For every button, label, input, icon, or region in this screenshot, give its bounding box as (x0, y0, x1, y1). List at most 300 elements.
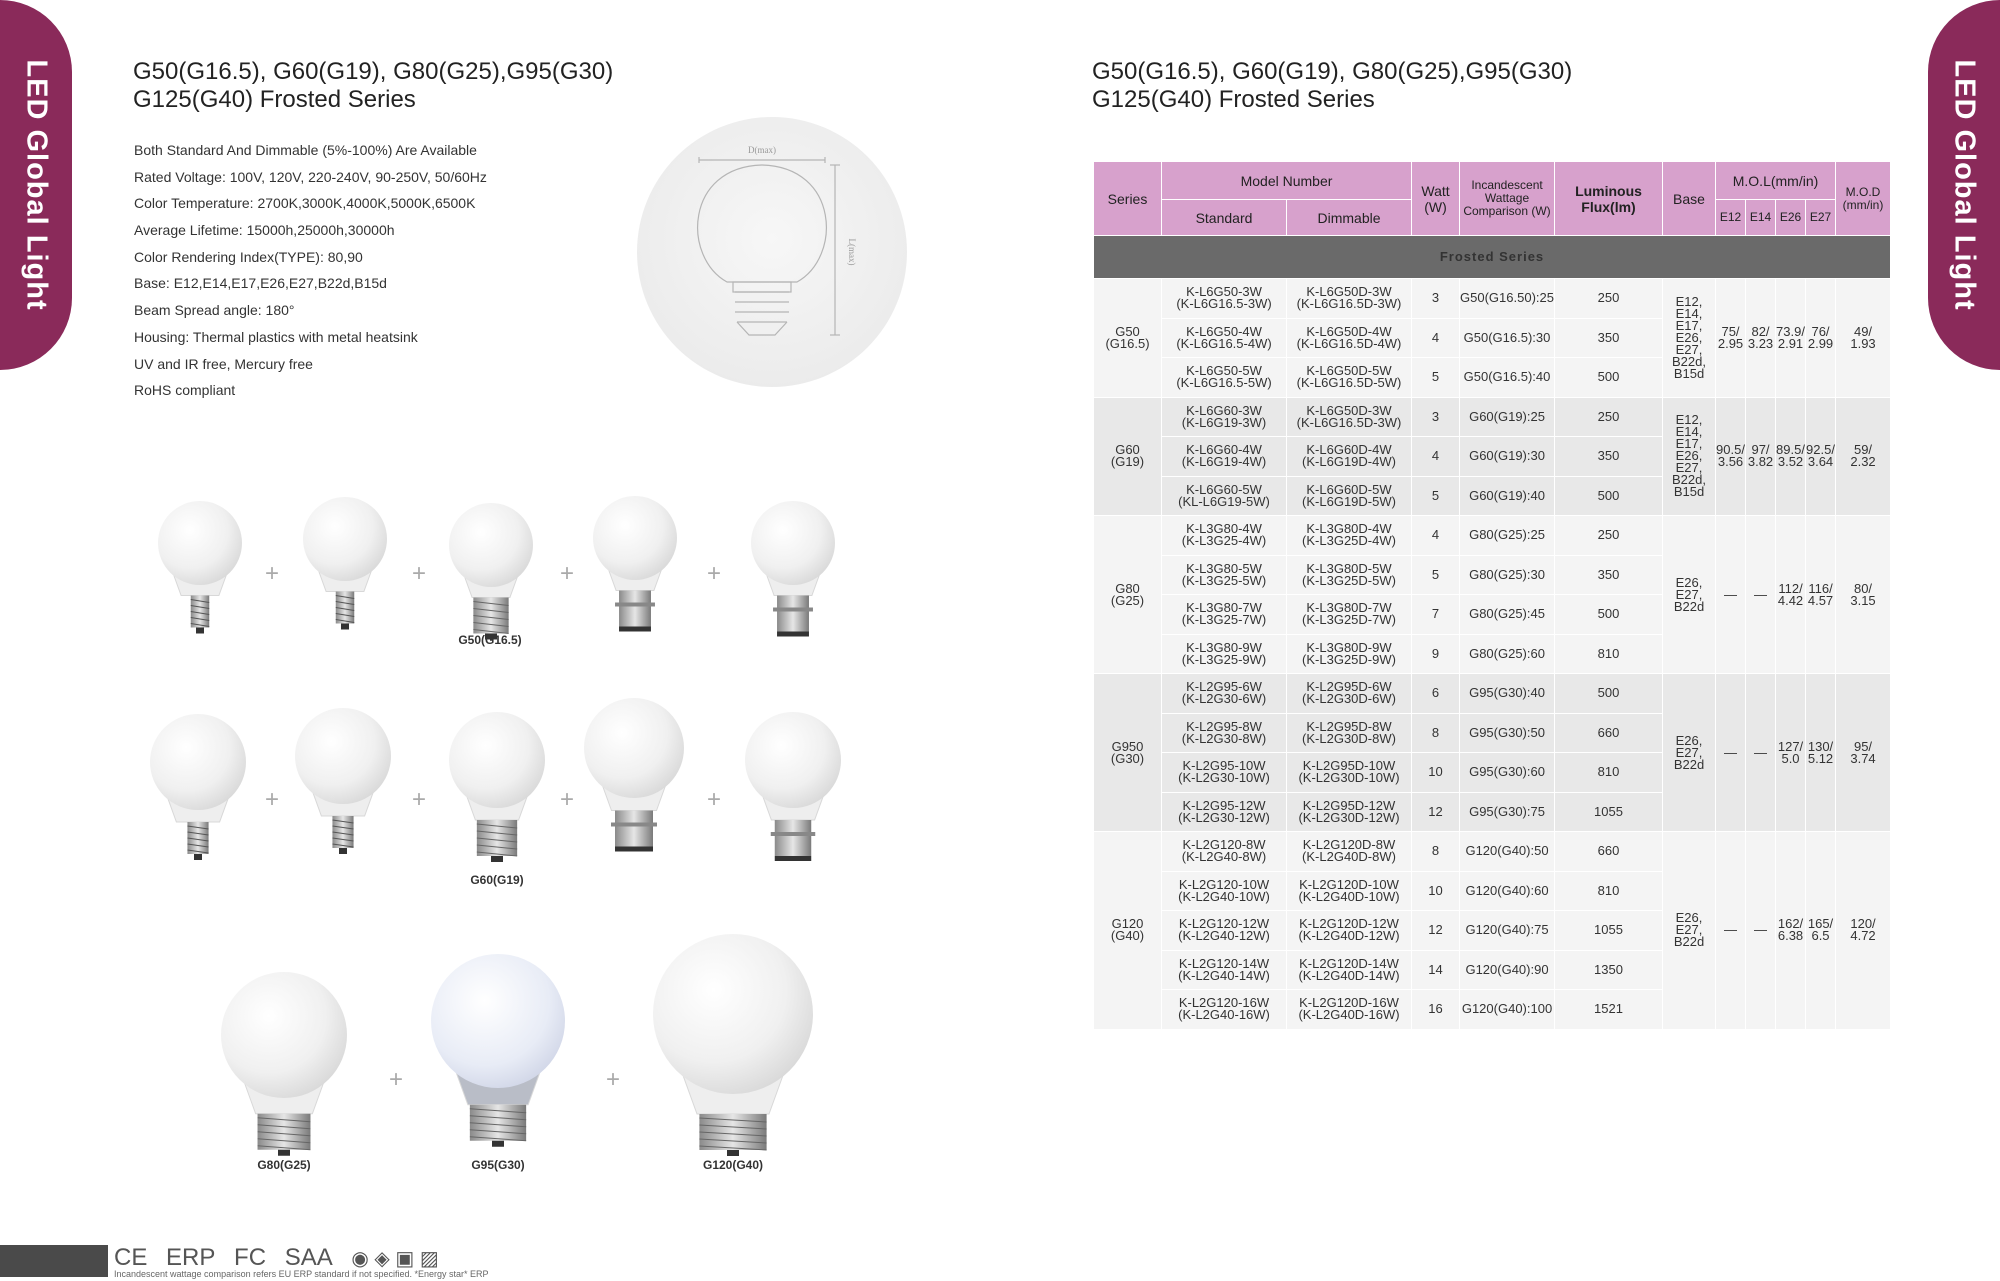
row-caption: G120(G40) (702, 1158, 764, 1172)
cell-line: K-L2G95-12W (1182, 797, 1266, 813)
cell-line: K-L2G120-10W (1178, 876, 1270, 892)
cell-line: B22d (1673, 756, 1705, 772)
cell-line: 127/ (1777, 738, 1804, 754)
bulb-image (574, 694, 694, 904)
mol-e26-cell (1776, 832, 1806, 1030)
mol-e12-cell (1716, 832, 1746, 1030)
row-caption: G50(G16.5) (458, 633, 522, 647)
incandescent-cell: G50(G16.5):30 (1460, 318, 1555, 358)
side-tab-right (1928, 0, 2000, 370)
cell-line: E14, (1675, 305, 1703, 321)
cell-line: (K-L2G40D-10W) (1298, 888, 1400, 904)
mol-e12-cell (1716, 279, 1746, 398)
cell-line: E14, (1675, 424, 1703, 440)
standard-model-cell (1162, 516, 1287, 556)
cell-line: K-L6G50D-3W (1306, 402, 1392, 418)
mol-e27-cell (1806, 832, 1836, 1030)
cell-line: (K-L3G25D-9W) (1302, 651, 1396, 667)
mol-e27-cell (1806, 674, 1836, 832)
header-mod: M.O.D (mm/in) (1836, 162, 1891, 236)
standard-model-cell (1162, 713, 1287, 753)
cell-line: K-L6G60-4W (1186, 442, 1262, 458)
watt-cell: 12 (1412, 792, 1460, 832)
dimmable-model-cell (1287, 911, 1412, 951)
cell-line: K-L2G120D-12W (1299, 916, 1399, 932)
cell-line: K-L2G120-16W (1178, 995, 1270, 1011)
cell-line: 73.9/ (1776, 323, 1805, 339)
standard-model-cell (1162, 871, 1287, 911)
spec-item: Rated Voltage: 100V, 120V, 220-240V, 90-250V, 50/60Hz (134, 168, 487, 185)
dimmable-model-cell (1287, 555, 1412, 595)
cell-line: (K-L6G16.5D-4W) (1296, 335, 1402, 351)
cell-line: (K-L6G16.5D-3W) (1296, 414, 1402, 430)
cell-line: K-L3G80D-4W (1306, 521, 1392, 537)
standard-model-cell (1162, 990, 1287, 1030)
cell-line: K-L3G80-5W (1186, 560, 1262, 576)
header-luminous-flux: Luminous Flux(lm) (1555, 162, 1663, 236)
header-e12: E12 (1716, 200, 1746, 236)
title-line-2: G125(G40) Frosted Series (133, 86, 416, 113)
cell-line: (K-L6G19D-4W) (1302, 454, 1396, 470)
cell-line: 76/ (1811, 323, 1830, 339)
base-cell (1663, 397, 1716, 516)
plus-icon: + (707, 560, 722, 587)
dimmable-model-cell (1287, 753, 1412, 793)
cell-line: B15d (1673, 484, 1705, 500)
cell-line: K-L6G50-3W (1186, 284, 1262, 300)
watt-cell: 8 (1412, 832, 1460, 872)
dimension-drawing (637, 117, 907, 387)
cell-line: — (1754, 586, 1768, 602)
footer-note: Incandescent wattage comparison refers EU ERP standard if not specified. *Energy star* ERP (114, 1269, 489, 1279)
series-cell (1094, 397, 1162, 516)
incandescent-cell: G50(G16.5):40 (1460, 358, 1555, 398)
cell-line: 75/ (1721, 323, 1740, 339)
cell-line: (G19) (1110, 454, 1145, 470)
cell-line: E27, (1675, 460, 1703, 476)
watt-cell: 3 (1412, 279, 1460, 319)
cell-line: K-L2G120D-8W (1302, 837, 1396, 853)
cell-line: (K-L3G25-9W) (1181, 651, 1267, 667)
plus-icon: + (560, 560, 575, 587)
cell-line: 3.82 (1747, 454, 1774, 470)
spec-item: Average Lifetime: 15000h,25000h,30000h (134, 222, 395, 239)
luminous-flux-cell: 1521 (1555, 990, 1663, 1030)
cell-line: K-L3G80-9W (1186, 639, 1262, 655)
header-e14: E14 (1746, 200, 1776, 236)
cell-line: (G25) (1110, 592, 1145, 608)
watt-cell: 7 (1412, 595, 1460, 635)
cell-line: K-L2G120-8W (1182, 837, 1266, 853)
cell-line: 92.5/ (1806, 442, 1835, 458)
mod-cell (1836, 397, 1891, 516)
luminous-flux-cell: 250 (1555, 397, 1663, 437)
cell-line: (K-L2G40D-8W) (1302, 849, 1396, 865)
dimension-d-label: D(max) (748, 145, 776, 155)
dimmable-model-cell (1287, 279, 1412, 319)
cell-line: 3.74 (1850, 750, 1876, 766)
page-title-right (1092, 58, 1572, 114)
cell-line: E27, (1675, 586, 1703, 602)
standard-model-cell (1162, 792, 1287, 832)
cell-line: (G30) (1110, 750, 1145, 766)
incandescent-cell: G95(G30):60 (1460, 753, 1555, 793)
dimmable-model-cell (1287, 713, 1412, 753)
cell-line: B22d, (1672, 472, 1706, 488)
cell-line: (K-L2G40D-12W) (1298, 928, 1400, 944)
base-cell (1663, 832, 1716, 1030)
plus-icon: + (412, 560, 427, 587)
cell-line: 6.5 (1811, 928, 1830, 944)
base-cell (1663, 674, 1716, 832)
cell-line: 120/ (1850, 916, 1876, 932)
luminous-flux-cell: 500 (1555, 674, 1663, 714)
header-e27: E27 (1806, 200, 1836, 236)
cell-line: 3.52 (1777, 454, 1804, 470)
plus-icon: + (265, 560, 280, 587)
cell-line: K-L3G80-4W (1186, 521, 1262, 537)
dimmable-model-cell (1287, 871, 1412, 911)
cell-line: 130/ (1807, 738, 1834, 754)
mol-e27-cell (1806, 279, 1836, 398)
cell-line: (G40) (1110, 928, 1145, 944)
cell-line: G80 (1115, 580, 1140, 596)
standard-model-cell (1162, 318, 1287, 358)
header-standard: Standard (1162, 200, 1287, 236)
bulb-image (439, 499, 543, 693)
series-cell (1094, 674, 1162, 832)
cell-line: (K-L2G40-16W) (1178, 1007, 1270, 1023)
cell-line: K-L6G60-3W (1186, 402, 1262, 418)
cell-line: 80/ (1853, 580, 1873, 596)
bulb-outline-drawing (637, 117, 907, 387)
cell-line: K-L3G80D-7W (1306, 600, 1392, 616)
cell-line: K-L3G80D-9W (1306, 639, 1392, 655)
cell-line: 97/ (1751, 442, 1770, 458)
title-line-1: G50(G16.5), G60(G19), G80(G25),G95(G30) (1092, 58, 1573, 85)
dimension-l-label: L(max) (847, 238, 857, 266)
cell-line: (K-L2G30D-12W) (1298, 809, 1400, 825)
base-cell (1663, 516, 1716, 674)
cell-line: E26, (1675, 448, 1703, 464)
header-mol: M.O.L(mm/in) (1716, 162, 1836, 200)
cell-line: K-L2G120D-16W (1299, 995, 1399, 1011)
cell-line: (K-L2G40D-16W) (1298, 1007, 1400, 1023)
cell-line: 3.23 (1747, 335, 1774, 351)
plus-icon: + (265, 786, 280, 813)
cell-line: (K-L2G40-8W) (1181, 849, 1267, 865)
cell-line: K-L2G95-8W (1186, 718, 1262, 734)
cell-line: G950 (1111, 738, 1144, 754)
cell-line: 116/ (1808, 580, 1833, 596)
cell-line: — (1724, 922, 1738, 938)
cell-line: 49/ (1853, 323, 1873, 339)
dimmable-model-cell (1287, 674, 1412, 714)
luminous-flux-cell: 350 (1555, 555, 1663, 595)
series-cell (1094, 516, 1162, 674)
row-caption: G60(G19) (470, 873, 524, 887)
incandescent-cell: G95(G30):75 (1460, 792, 1555, 832)
bulb-image (741, 497, 845, 691)
cell-line: (K-L2G30-12W) (1178, 809, 1270, 825)
cell-line: (K-L6G19D-5W) (1302, 493, 1396, 509)
series-cell (1094, 279, 1162, 398)
cell-line: K-L6G50-4W (1186, 323, 1262, 339)
bulb-image (285, 704, 401, 910)
spec-item: Beam Spread angle: 180° (134, 302, 295, 319)
cell-line: 3.56 (1717, 454, 1744, 470)
cell-line: K-L6G60D-4W (1306, 442, 1392, 458)
mol-e14-cell (1746, 516, 1776, 674)
mol-e27-cell (1806, 516, 1836, 674)
cell-line: (K-L2G40D-14W) (1298, 967, 1400, 983)
luminous-flux-cell: 810 (1555, 753, 1663, 793)
mod-cell (1836, 674, 1891, 832)
side-tab-left (0, 0, 72, 370)
row-caption: G95(G30) (471, 1158, 525, 1172)
cell-line: E26, (1675, 732, 1703, 748)
cell-line: (K-L2G30-8W) (1181, 730, 1267, 746)
cell-line: K-L2G95D-6W (1306, 679, 1392, 695)
cell-line: K-L6G60D-5W (1306, 481, 1392, 497)
incandescent-cell: G80(G25):25 (1460, 516, 1555, 556)
incandescent-cell: G120(G40):50 (1460, 832, 1555, 872)
cell-line: 2.99 (1807, 335, 1834, 351)
table-row (1094, 516, 1891, 556)
watt-cell: 8 (1412, 713, 1460, 753)
standard-model-cell (1162, 358, 1287, 398)
cell-line: (K-L2G40-12W) (1178, 928, 1270, 944)
watt-cell: 4 (1412, 516, 1460, 556)
cell-line: K-L6G60-5W (1186, 481, 1262, 497)
incandescent-cell: G60(G19):30 (1460, 437, 1555, 477)
cell-line: K-L6G50-5W (1186, 363, 1262, 379)
mod-cell (1836, 832, 1891, 1030)
cell-line: 89.5/ (1776, 442, 1805, 458)
cell-line: 5.12 (1807, 750, 1834, 766)
bulb-image (293, 493, 397, 687)
cell-line: E27, (1675, 922, 1703, 938)
watt-cell: 5 (1412, 555, 1460, 595)
cell-line: E27, (1675, 744, 1703, 760)
cell-line: (K-L6G16.5-3W) (1176, 296, 1272, 312)
saa-logo: SAA (284, 1244, 333, 1271)
cell-line: 165/ (1807, 916, 1834, 932)
cell-line: (K-L3G25-4W) (1181, 533, 1267, 549)
incandescent-cell: G80(G25):30 (1460, 555, 1555, 595)
cell-line: B22d, (1672, 353, 1706, 369)
cell-line: (K-L6G16.5-5W) (1176, 375, 1272, 391)
watt-cell: 14 (1412, 950, 1460, 990)
luminous-flux-cell: 250 (1555, 516, 1663, 556)
cell-line: (KL-L6G19-5W) (1178, 493, 1270, 509)
dimmable-model-cell (1287, 397, 1412, 437)
cell-line: (K-L2G30D-8W) (1302, 730, 1396, 746)
cell-line: G120 (1111, 916, 1144, 932)
standard-model-cell (1162, 832, 1287, 872)
cell-line: (K-L6G19-4W) (1181, 454, 1267, 470)
luminous-flux-cell: 810 (1555, 634, 1663, 674)
cell-line: 95/ (1853, 738, 1873, 754)
cell-line: E12, (1675, 293, 1703, 309)
cell-line: 3.64 (1807, 454, 1834, 470)
watt-cell: 3 (1412, 397, 1460, 437)
watt-cell: 16 (1412, 990, 1460, 1030)
cell-line: E26, (1675, 574, 1703, 590)
spec-item: Color Temperature: 2700K,3000K,4000K,5000K,6500K (134, 195, 476, 212)
mol-e12-cell (1716, 397, 1746, 516)
cell-line: 4.42 (1777, 592, 1804, 608)
spec-list (134, 137, 487, 404)
cell-line: (K-L2G30D-10W) (1298, 770, 1400, 786)
cell-line: (K-L3G25D-4W) (1302, 533, 1396, 549)
mol-e26-cell (1776, 516, 1806, 674)
luminous-flux-cell: 500 (1555, 595, 1663, 635)
footer-bar (0, 1245, 108, 1277)
cell-line: 82/ (1751, 323, 1770, 339)
base-cell (1663, 279, 1716, 398)
watt-cell: 9 (1412, 634, 1460, 674)
plus-icon: + (707, 786, 722, 813)
header-incandescent: Incandescent Wattage Comparison (W) (1460, 162, 1555, 236)
cell-line: K-L3G80-7W (1186, 600, 1262, 616)
cell-line: (K-L2G40-10W) (1178, 888, 1270, 904)
cell-line: 4.72 (1850, 928, 1876, 944)
dimmable-model-cell (1287, 476, 1412, 516)
cell-line: (K-L2G30-10W) (1178, 770, 1270, 786)
title-line-2: G125(G40) Frosted Series (1092, 86, 1375, 113)
cell-line: E26, (1675, 910, 1703, 926)
standard-model-cell (1162, 911, 1287, 951)
incandescent-cell: G95(G30):50 (1460, 713, 1555, 753)
title-line-1: G50(G16.5), G60(G19), G80(G25),G95(G30) (133, 58, 614, 85)
erp-logo: ERP (166, 1244, 216, 1271)
ce-logo: CE (114, 1244, 148, 1271)
dimmable-model-cell (1287, 950, 1412, 990)
incandescent-cell: G120(G40):75 (1460, 911, 1555, 951)
mol-e14-cell (1746, 832, 1776, 1030)
cell-line: (K-L2G30D-6W) (1302, 691, 1396, 707)
incandescent-cell: G50(G16.50):25 (1460, 279, 1555, 319)
cell-line: E27, (1675, 341, 1703, 357)
watt-cell: 5 (1412, 358, 1460, 398)
header-base: Base (1663, 162, 1716, 236)
watt-cell: 10 (1412, 871, 1460, 911)
certification-logos (114, 1244, 451, 1272)
spec-item: RoHS compliant (134, 382, 236, 399)
cell-line: K-L2G95D-12W (1302, 797, 1396, 813)
watt-cell: 4 (1412, 318, 1460, 358)
cell-line: — (1754, 922, 1768, 938)
cell-line: K-L2G95-6W (1186, 679, 1262, 695)
cell-line: — (1724, 744, 1738, 760)
header-e26: E26 (1776, 200, 1806, 236)
cell-line: (K-L2G40-14W) (1178, 967, 1270, 983)
mol-e14-cell (1746, 279, 1776, 398)
watt-cell: 10 (1412, 753, 1460, 793)
watt-cell: 4 (1412, 437, 1460, 477)
cell-line: G60 (1115, 442, 1140, 458)
dimmable-model-cell (1287, 437, 1412, 477)
cell-line: 3.15 (1850, 592, 1876, 608)
dimmable-model-cell (1287, 516, 1412, 556)
cell-line: (K-L3G25D-5W) (1302, 572, 1396, 588)
spec-item: Housing: Thermal plastics with metal heatsink (134, 328, 418, 345)
incandescent-cell: G120(G40):90 (1460, 950, 1555, 990)
cell-line: K-L3G80D-5W (1306, 560, 1392, 576)
table-row (1094, 279, 1891, 319)
cell-line: (K-L6G16.5D-3W) (1296, 296, 1402, 312)
bulb-image (735, 708, 851, 914)
dimmable-model-cell (1287, 792, 1412, 832)
standard-model-cell (1162, 397, 1287, 437)
cell-line: K-L6G50D-4W (1306, 323, 1392, 339)
cell-line: (K-L6G19-3W) (1181, 414, 1267, 430)
spec-item: UV and IR free, Mercury free (134, 355, 313, 372)
table-row (1094, 674, 1891, 714)
plus-icon: + (412, 786, 427, 813)
dimmable-model-cell (1287, 318, 1412, 358)
bulb-image (148, 497, 252, 691)
mod-cell (1836, 279, 1891, 398)
standard-model-cell (1162, 595, 1287, 635)
watt-cell: 12 (1412, 911, 1460, 951)
series-cell (1094, 832, 1162, 1030)
cell-line: — (1754, 744, 1768, 760)
cell-line: (K-L3G25D-7W) (1302, 612, 1396, 628)
incandescent-cell: G120(G40):100 (1460, 990, 1555, 1030)
standard-model-cell (1162, 476, 1287, 516)
mol-e14-cell (1746, 674, 1776, 832)
cell-line: K-L2G120-14W (1178, 955, 1270, 971)
dimmable-model-cell (1287, 990, 1412, 1030)
mol-e26-cell (1776, 279, 1806, 398)
mol-e14-cell (1746, 397, 1776, 516)
spec-item: Both Standard And Dimmable (5%-100%) Are Available (134, 142, 477, 158)
cell-line: 2.32 (1850, 454, 1876, 470)
luminous-flux-cell: 350 (1555, 318, 1663, 358)
luminous-flux-cell: 810 (1555, 871, 1663, 911)
row-caption: G80(G25) (257, 1158, 311, 1172)
plus-icon: + (606, 1066, 621, 1093)
cell-line: B22d (1673, 934, 1705, 950)
cell-line: (K-L3G25-7W) (1181, 612, 1267, 628)
cell-line: 59/ (1853, 442, 1873, 458)
luminous-flux-cell: 1055 (1555, 911, 1663, 951)
cell-line: 162/ (1777, 916, 1804, 932)
standard-model-cell (1162, 950, 1287, 990)
incandescent-cell: G95(G30):40 (1460, 674, 1555, 714)
plus-icon: + (560, 786, 575, 813)
spec-table (1093, 161, 1891, 1030)
cell-line: K-L2G120D-14W (1299, 955, 1399, 971)
mol-e26-cell (1776, 674, 1806, 832)
cell-line: K-L2G95D-8W (1306, 718, 1392, 734)
table-row (1094, 832, 1891, 872)
mod-cell (1836, 516, 1891, 674)
luminous-flux-cell: 250 (1555, 279, 1663, 319)
mol-e12-cell (1716, 674, 1746, 832)
cell-line: K-L2G95D-10W (1302, 758, 1396, 774)
cell-line: 2.95 (1717, 335, 1744, 351)
standard-model-cell (1162, 555, 1287, 595)
cell-line: K-L2G120-12W (1178, 916, 1270, 932)
bulb-image (583, 492, 687, 686)
mol-e27-cell (1806, 397, 1836, 516)
incandescent-cell: G80(G25):60 (1460, 634, 1555, 674)
plus-icon: + (389, 1066, 404, 1093)
mol-e12-cell (1716, 516, 1746, 674)
